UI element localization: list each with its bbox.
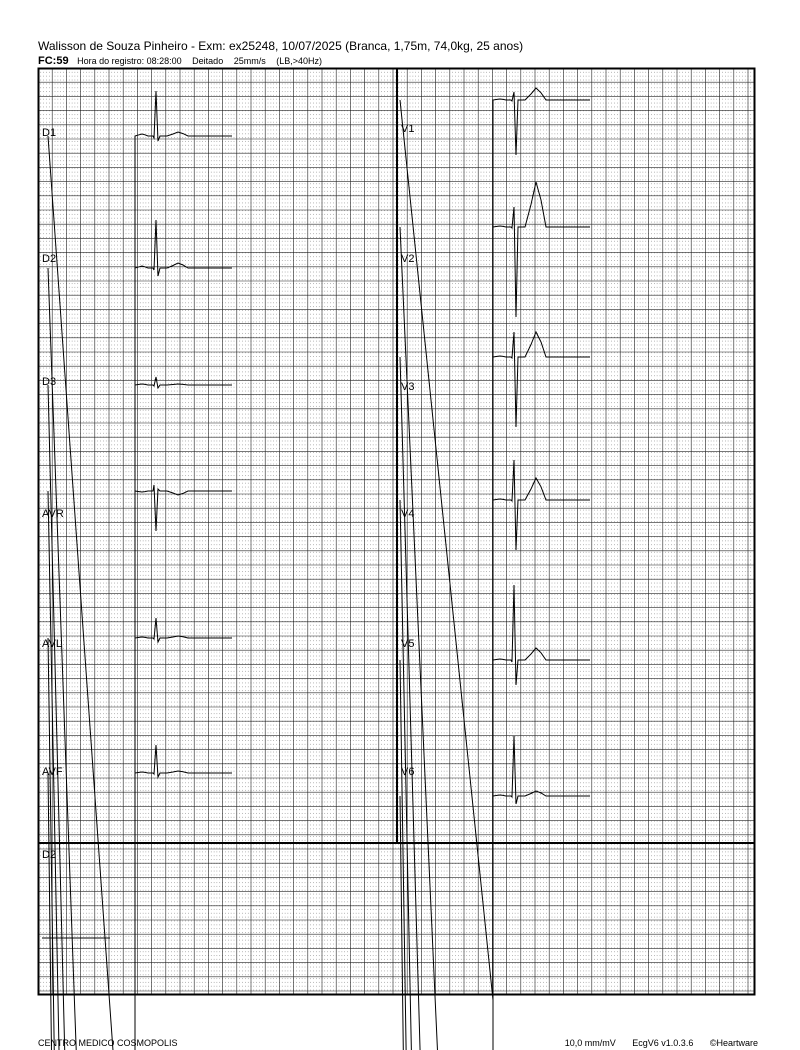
gain: 10,0 mm/mV [564,1038,616,1048]
position: Deitado [192,56,224,66]
device-info [551,1038,758,1048]
lead-label-v6: V6 [401,766,415,778]
lead-label-v2: V2 [401,253,415,265]
heart-rate: FC:59 [38,55,69,67]
patient-header: Walisson de Souza Pinheiro - Exm: ex25248, 10/07/2025 (Branca, 1,75m, 74,0kg, 25 anos) [38,39,524,53]
lead-label-d2: D2 [42,253,57,265]
trace-d1 [48,91,232,1050]
lead-label-v3: V3 [401,381,415,393]
lead-label-rhythm-d2: D2 [42,849,57,861]
ecg-frame [38,68,755,995]
lead-label-v4: V4 [401,508,415,520]
lead-label-v5: V5 [401,638,415,650]
speed: 25mm/s [233,56,266,66]
lead-label-v1: V1 [401,123,415,135]
lead-label-d1: D1 [42,127,57,139]
lead-label-d3: D3 [42,376,57,388]
lead-label-avf: AVF [42,766,63,778]
filter: (LB,>40Hz) [276,56,323,66]
lead-label-avl: AVL [42,638,62,650]
clinic-name: CENTRO MEDICO COSMOPOLIS [38,1038,178,1048]
software-version: EcgV6 v1.0.3.6 [632,1038,694,1048]
brand: ©Heartware [709,1038,758,1048]
record-time: Hora do registro: 08:28:00 [77,56,182,66]
lead-label-avr: AVR [42,508,64,520]
